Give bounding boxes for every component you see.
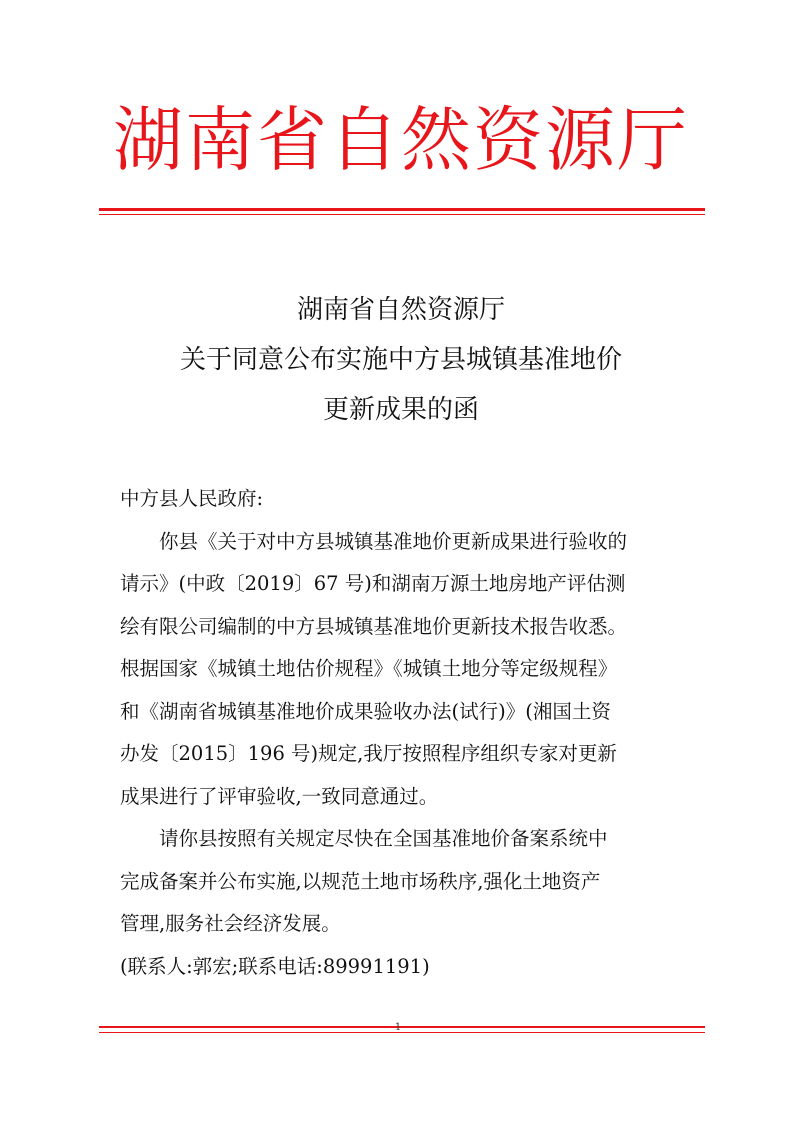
paragraph-1-line: 和《湖南省城镇基准地价成果验收办法(试行)》(湘国土资 [120, 699, 611, 723]
title-line-2: 关于同意公布实施中方县城镇基准地价 [179, 345, 622, 375]
title-line-1: 湖南省自然资源厅 [296, 295, 505, 325]
document-title [96, 285, 706, 435]
paragraph-1-line: 办发〔2015〕196 号)规定,我厅按照程序组织专家对更新 [120, 742, 617, 765]
paragraph-1-line: 成果进行了评审验收,一致同意通过。 [120, 784, 439, 808]
paragraph-1 [120, 521, 680, 819]
paragraph-1-line: 你县《关于对中方县城镇基准地价更新成果进行验收的 [159, 529, 628, 553]
paragraph-1-line: 绘有限公司编制的中方县城镇基准地价更新技术报告收悉。 [120, 614, 628, 638]
salutation: 中方县人民政府: [120, 487, 264, 510]
paragraph-1-line: 请示》(中政〔2019〕67 号)和湖南万源土地房地产评估测 [120, 572, 626, 595]
paragraph-2-line: 请你县按照有关规定尽快在全国基准地价备案系统中 [159, 827, 608, 850]
masthead-rule-thin [99, 214, 705, 215]
paragraph-2-line: 完成备案并公布实施,以规范土地市场秩序,强化土地资产 [120, 869, 601, 893]
letter-body [120, 478, 680, 988]
page-number: 1 [394, 1022, 402, 1033]
paragraph-2 [120, 818, 680, 946]
title-line-3: 更新成果的函 [322, 395, 479, 425]
masthead-rule-thick [99, 208, 705, 211]
contact-info: (联系人:郭宏;联系电话:89991191) [120, 954, 430, 978]
paragraph-2-line: 管理,服务社会经济发展。 [120, 912, 341, 935]
masthead-title: 湖南省自然资源厅 [113, 99, 689, 181]
paragraph-1-line: 根据国家《城镇土地估价规程》《城镇土地分等定级规程》 [120, 657, 618, 680]
